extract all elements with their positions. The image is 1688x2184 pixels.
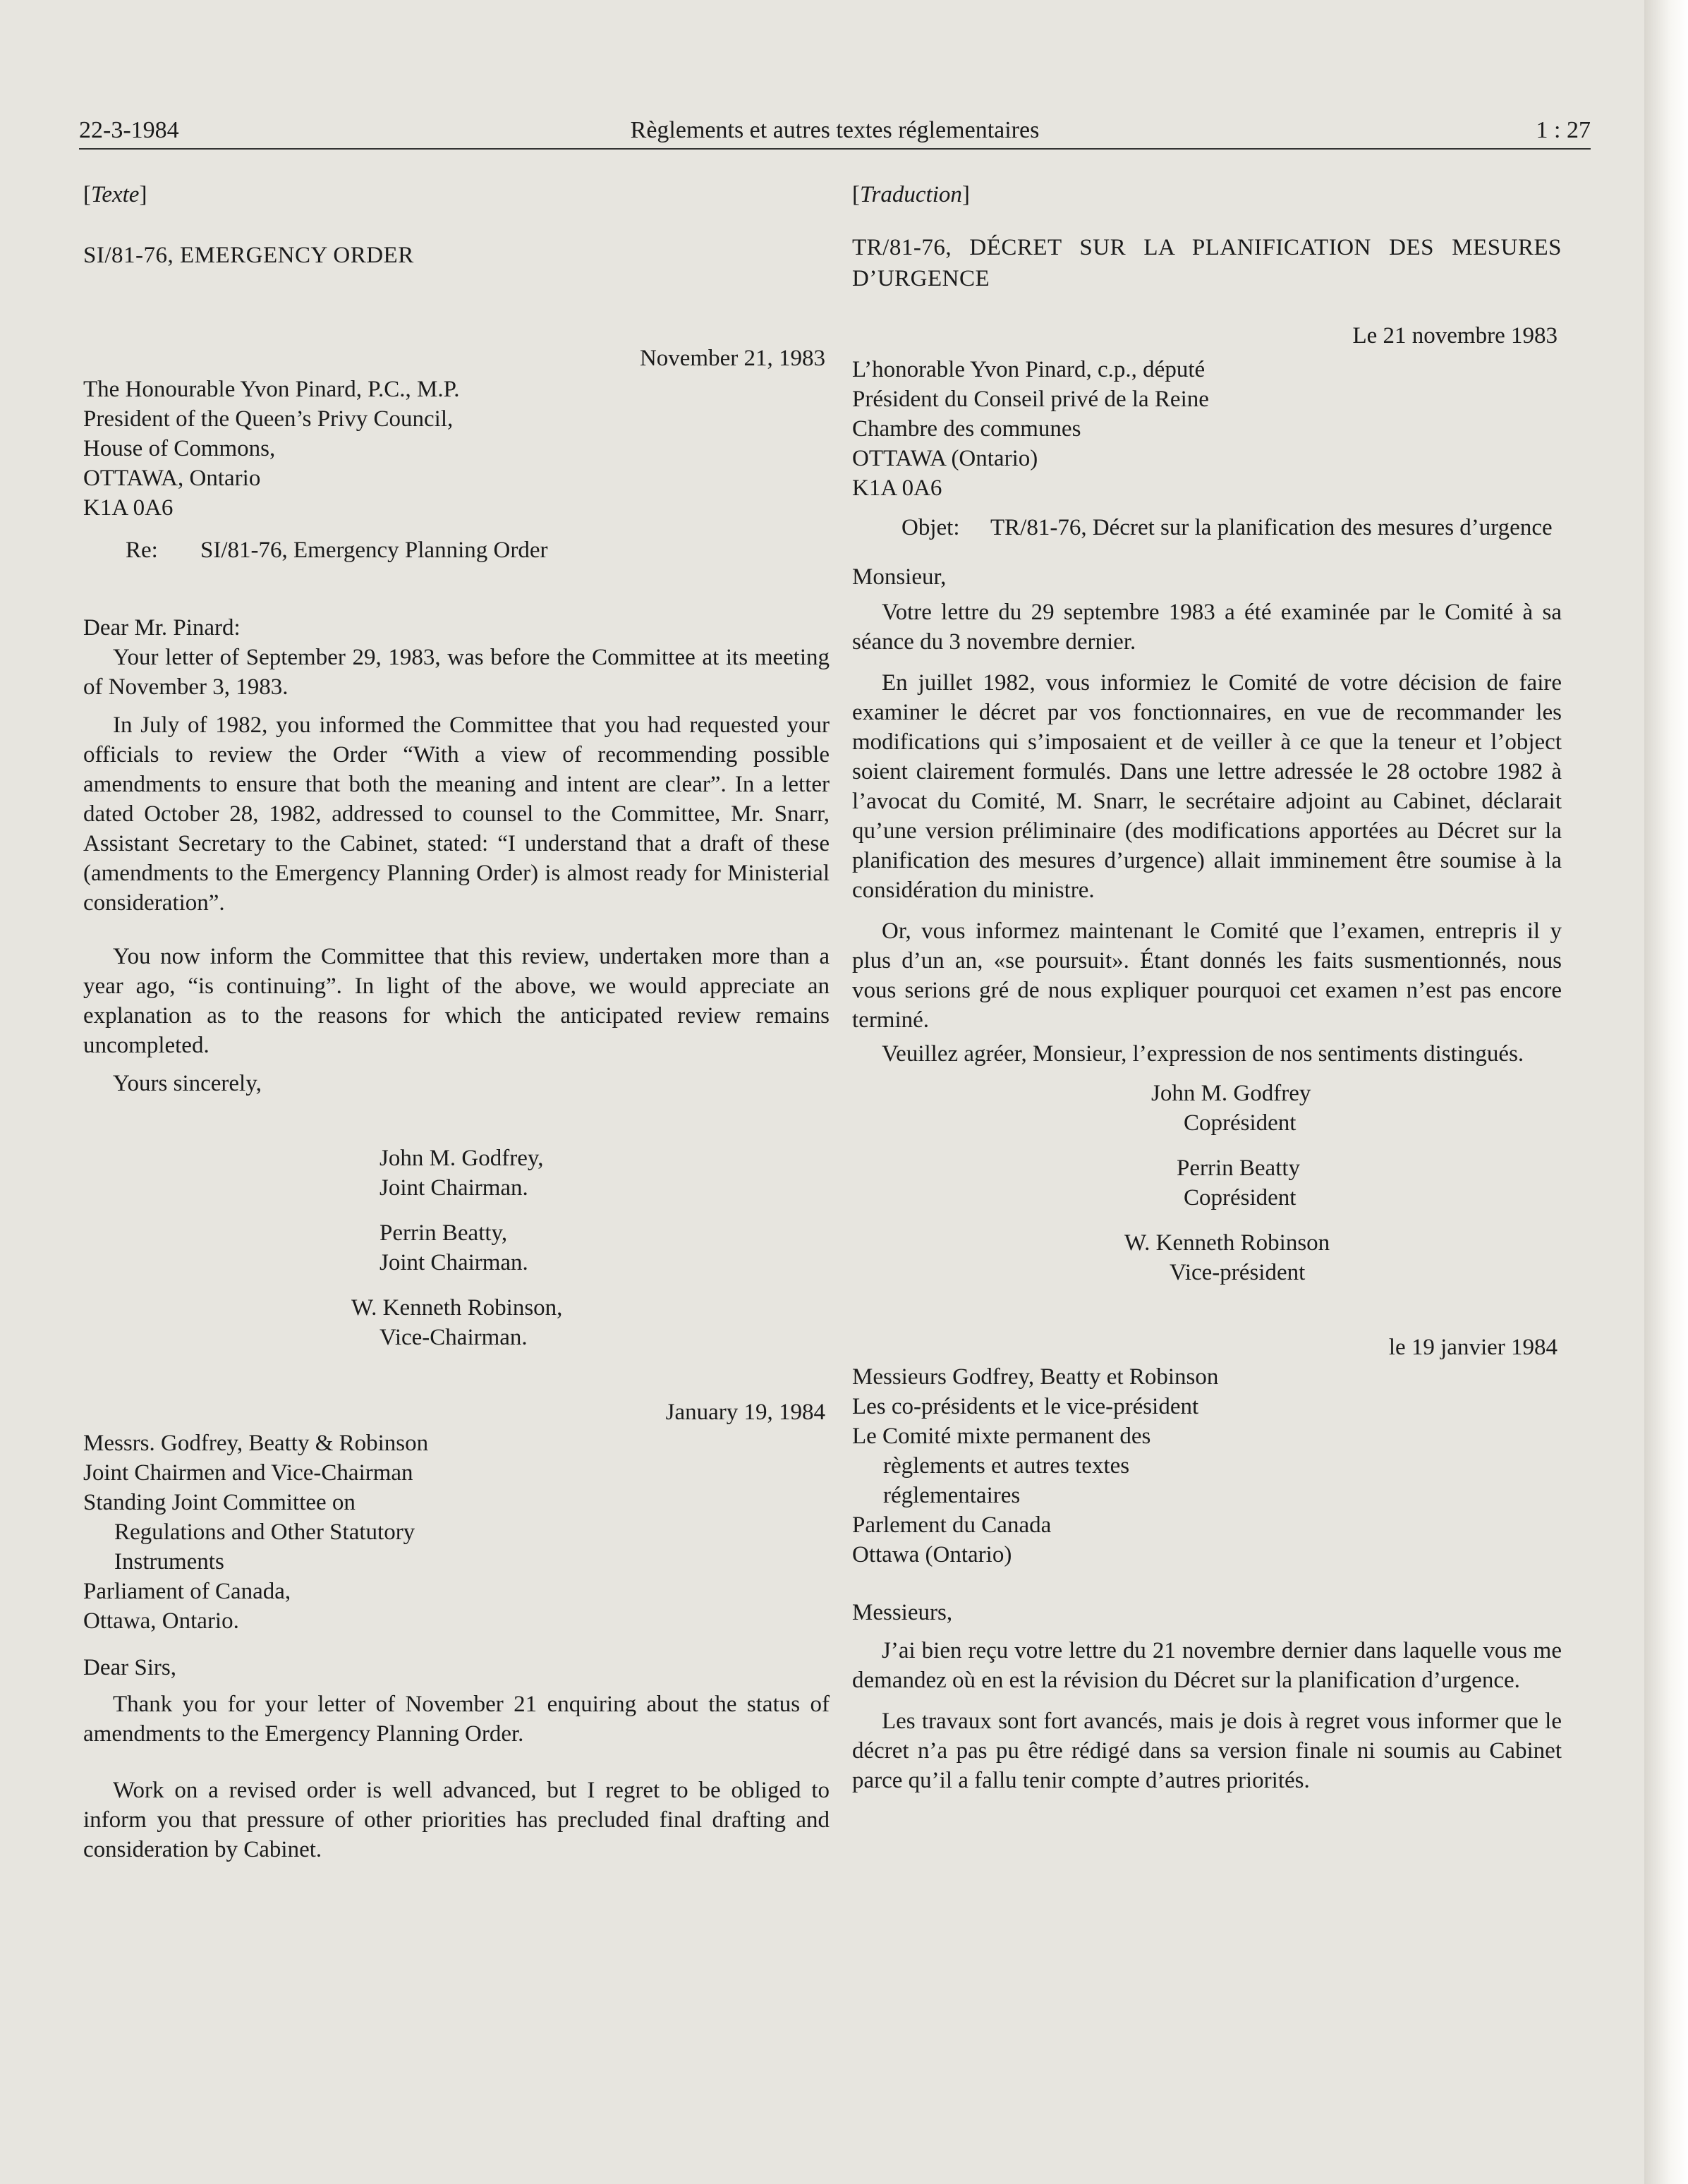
address-line: Parliament of Canada, — [83, 1579, 291, 1604]
address-line: House of Commons, — [83, 436, 276, 461]
address-line: Président du Conseil privé de la Reine — [852, 387, 1209, 412]
addressee-block — [852, 1362, 1562, 1570]
signatory-title: Coprésident — [1184, 1185, 1297, 1211]
letter-date: Le 21 novembre 1983 — [1352, 323, 1558, 348]
address-line: Le Comité mixte permanent des — [852, 1424, 1151, 1449]
address-line: Ottawa, Ontario. — [83, 1608, 239, 1634]
address-line: K1A 0A6 — [83, 495, 174, 521]
address-line: L’honorable Yvon Pinard, c.p., député — [852, 357, 1206, 382]
address-line: Parlement du Canada — [852, 1512, 1052, 1538]
signatory-name: Perrin Beatty — [1177, 1155, 1301, 1181]
signatory-name: W. Kenneth Robinson, — [351, 1295, 563, 1321]
addressee-block — [83, 375, 830, 523]
signature-block — [83, 1143, 830, 1352]
signatory-title: Coprésident — [1184, 1110, 1297, 1136]
subject-label: Objet: — [901, 515, 960, 540]
header-rule — [79, 148, 1591, 150]
paragraph: Or, vous informez maintenant le Comité que l’examen, entrepris il y plus d’un an, «se poursuit». Étant donnés les faits susmentionnés, nous vous serions gré de nous expliquer pourquoi cet examen n’est pas encore terminé. — [852, 918, 1562, 1033]
salutation: Messieurs, — [852, 1600, 953, 1625]
subject-label: Re: — [126, 538, 158, 563]
paragraph: Your letter of September 29, 1983, was before the Committee at its meeting of November 3, 1983. — [83, 645, 830, 700]
address-line: Instruments — [114, 1549, 224, 1575]
address-line: Joint Chairmen and Vice-Chairman — [83, 1460, 413, 1486]
salutation: Monsieur, — [852, 564, 947, 590]
address-line: réglementaires — [883, 1483, 1021, 1508]
addressee-block — [83, 1428, 830, 1636]
paragraph: J’ai bien reçu votre lettre du 21 novembre dernier dans laquelle vous me demandez où en est la révision du Décret sur la planification d’urgence. — [852, 1638, 1562, 1693]
page-edge — [1644, 0, 1688, 2184]
signature-block — [852, 1079, 1562, 1287]
header-page-number: 1 : 27 — [1536, 117, 1591, 143]
address-line: Chambre des communes — [852, 416, 1081, 442]
salutation: Dear Sirs, — [83, 1655, 176, 1680]
letter-date: January 19, 1984 — [665, 1400, 825, 1425]
paragraph: You now inform the Committee that this review, undertaken more than a year ago, “is continuing”. In light of the above, we would appreciate an explanation as to the reasons for which the anticipated review remains uncompleted. — [83, 944, 830, 1058]
paragraph: En juillet 1982, vous informiez le Comité de votre décision de faire examiner le décret par vos fonctionnaires, en vue de recommander les modifications qui s’imposaient et de veiller à ce que la teneur et l’object soient clairement formulés. Dans une lettre adressée le 28 octobre 1982 à l’avocat du Comité, M. Snarr, le secrétaire adjoint au Cabinet, déclarait qu’une version préliminaire (des modifications apportées au Décret sur la planification des mesures d’urgence) allait imminement être soumise à la considération du ministre. — [852, 670, 1562, 903]
address-line: Ottawa (Ontario) — [852, 1542, 1012, 1567]
signatory-title: Joint Chairman. — [380, 1250, 528, 1275]
closing: Yours sincerely, — [113, 1071, 262, 1096]
signatory-name: W. Kenneth Robinson — [1124, 1230, 1330, 1256]
address-line: OTTAWA, Ontario — [83, 466, 261, 491]
subject-text: SI/81-76, Emergency Planning Order — [200, 538, 548, 563]
section-heading: TR/81-76, DÉCRET SUR LA PLANIFICATION DES MESURES D’URGENCE — [852, 235, 1562, 291]
column-tag: [Texte] — [83, 182, 147, 207]
column-tag: [Traduction] — [852, 182, 970, 207]
english-column — [83, 180, 830, 1864]
subject-line — [852, 513, 1562, 542]
addressee-block — [852, 355, 1562, 503]
section-heading: SI/81-76, EMERGENCY ORDER — [83, 243, 414, 268]
header-date: 22-3-1984 — [79, 117, 179, 143]
header-title: Règlements et autres textes réglementaires — [630, 117, 1040, 143]
subject-text: TR/81-76, Décret sur la planification des mesures d’urgence — [990, 515, 1553, 540]
address-line: Les co-présidents et le vice-président — [852, 1394, 1199, 1419]
french-column — [852, 180, 1562, 1795]
signatory-name: Perrin Beatty, — [380, 1220, 508, 1246]
subject-line — [83, 535, 830, 565]
address-line: Messrs. Godfrey, Beatty & Robinson — [83, 1431, 429, 1456]
letter-date: November 21, 1983 — [639, 346, 825, 371]
address-line: règlements et autres textes — [883, 1453, 1130, 1479]
paragraph: In July of 1982, you informed the Committee that you had requested your officials to review the Order “With a view of recommending possible amendments to ensure that both the meaning and intent are clear”. In a letter dated October 28, 1982, addressed to counsel to the Committee, Mr. Snarr, Assistant Secretary to the Cabinet, stated: “I understand that a draft of these (amendments to the Emergency Planning Order) is almost ready for Ministerial consideration”. — [83, 712, 830, 916]
signatory-title: Vice-président — [1170, 1260, 1306, 1285]
signatory-title: Joint Chairman. — [380, 1175, 528, 1201]
address-line: The Honourable Yvon Pinard, P.C., M.P. — [83, 377, 460, 402]
signatory-name: John M. Godfrey — [1151, 1081, 1311, 1106]
signatory-name: John M. Godfrey, — [380, 1146, 544, 1171]
salutation: Dear Mr. Pinard: — [83, 615, 241, 641]
letter-date: le 19 janvier 1984 — [1388, 1335, 1558, 1360]
running-header — [79, 106, 1591, 148]
paragraph: Thank you for your letter of November 21 enquiring about the status of amendments to the Emergency Planning Order. — [83, 1692, 830, 1747]
address-line: Messieurs Godfrey, Beatty et Robinson — [852, 1364, 1219, 1390]
address-line: Standing Joint Committee on — [83, 1490, 356, 1515]
address-line: President of the Queen’s Privy Council, — [83, 406, 454, 432]
signatory-title: Vice-Chairman. — [380, 1325, 528, 1350]
address-line: K1A 0A6 — [852, 475, 942, 501]
paragraph: Votre lettre du 29 septembre 1983 a été examinée par le Comité à sa séance du 3 novembre dernier. — [852, 600, 1562, 655]
address-line: OTTAWA (Ontario) — [852, 446, 1038, 471]
paragraph: Work on a revised order is well advanced, but I regret to be obliged to inform you that pressure of other priorities has precluded final drafting and consideration by Cabinet. — [83, 1778, 830, 1862]
paragraph: Les travaux sont fort avancés, mais je dois à regret vous informer que le décret n’a pas pu être rédigé dans sa version finale ni soumis au Cabinet parce qu’il a fallu tenir compte d’autres priorités. — [852, 1709, 1562, 1793]
closing: Veuillez agréer, Monsieur, l’expression de nos sentiments distingués. — [882, 1041, 1524, 1067]
address-line: Regulations and Other Statutory — [114, 1519, 415, 1545]
